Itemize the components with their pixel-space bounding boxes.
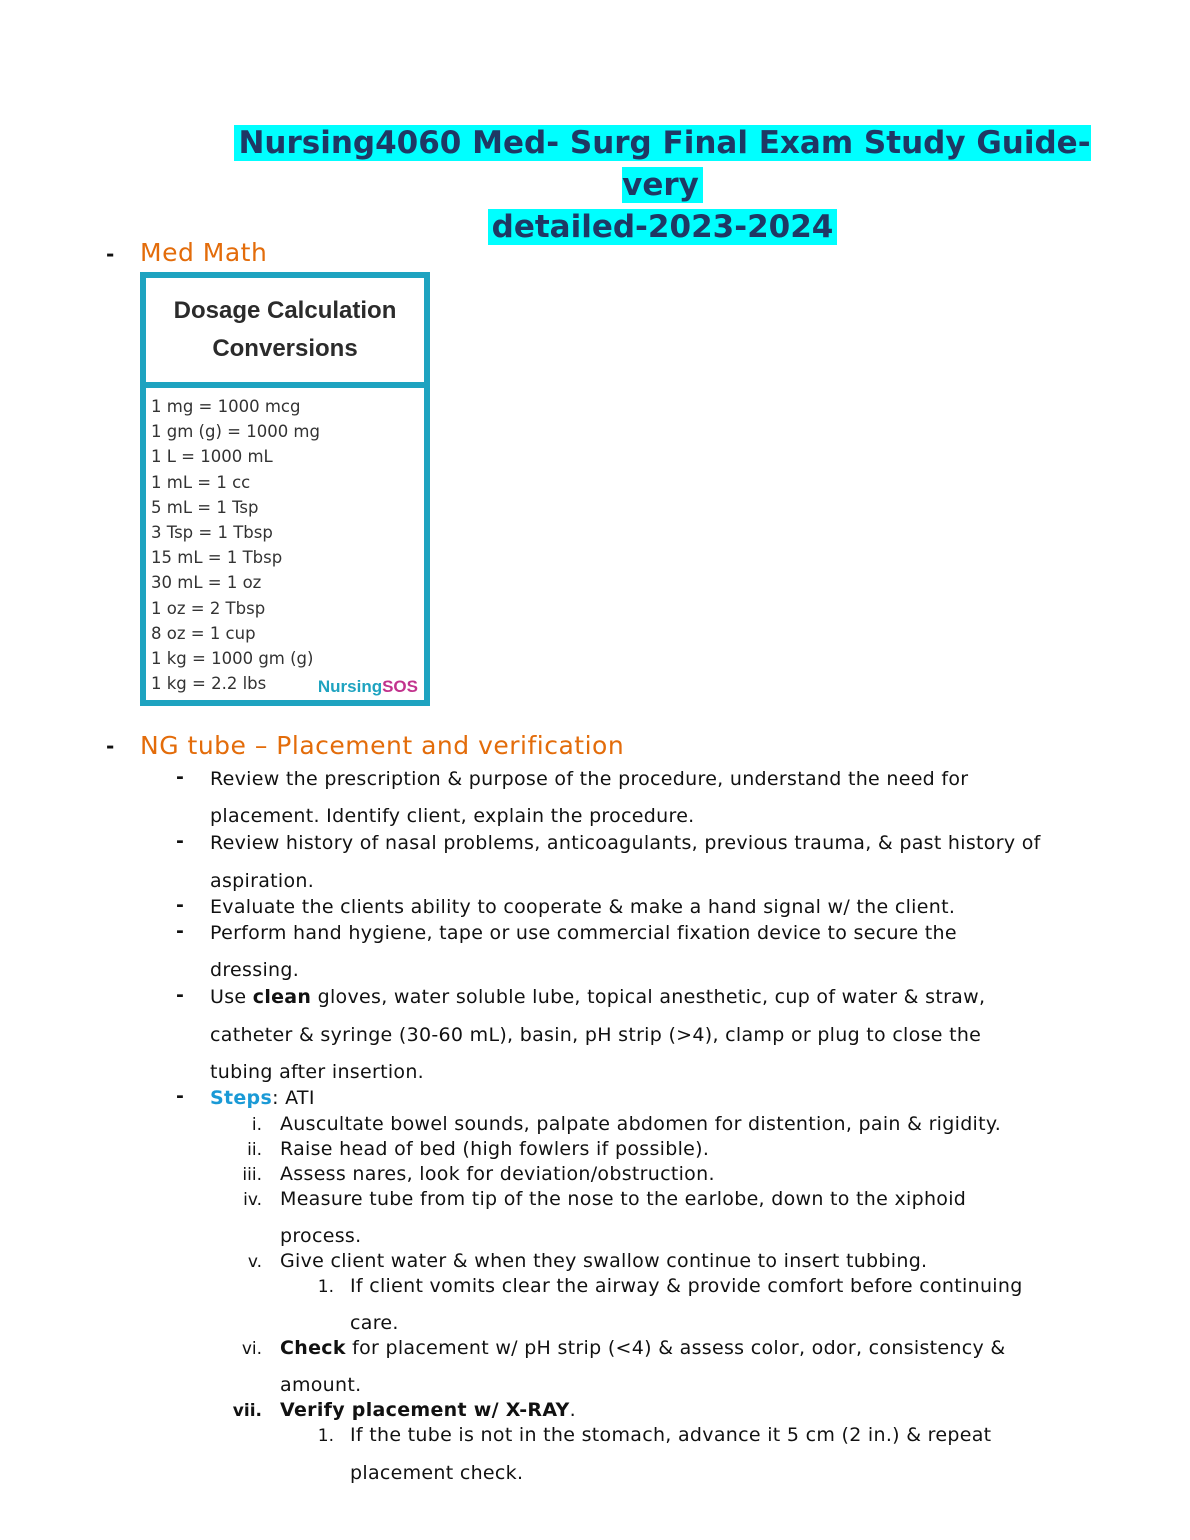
conversion-item: 1 mg = 1000 mcg bbox=[151, 397, 301, 416]
step-text-continuation: amount. bbox=[280, 1374, 362, 1396]
step-number: iii. bbox=[242, 1165, 262, 1185]
step-number: v. bbox=[247, 1252, 262, 1272]
card-header bbox=[146, 278, 424, 388]
step-text: Raise head of bed (high fowlers if possible). bbox=[280, 1138, 710, 1160]
substep-text-continuation: care. bbox=[350, 1312, 399, 1334]
conversion-item: 8 oz = 1 cup bbox=[151, 623, 256, 643]
conversion-item: 1 kg = 1000 gm (g) bbox=[151, 649, 314, 669]
step-text: Verify placement w/ X-RAY. bbox=[280, 1399, 576, 1421]
conversion-item: 1 gm (g) = 1000 mg bbox=[151, 422, 320, 442]
dosage-conversion-card bbox=[140, 272, 430, 706]
list-bullet: - bbox=[176, 830, 184, 852]
substep-text: If client vomits clear the airway & provide comfort before continuing bbox=[350, 1275, 1023, 1297]
title-line-2: detailed-2023-2024 bbox=[488, 209, 838, 245]
step-text-continuation: process. bbox=[280, 1225, 362, 1247]
list-item: Review the prescription & purpose of the procedure, understand the need for bbox=[210, 768, 969, 790]
med-math-heading: Med Math bbox=[140, 238, 268, 267]
list-item-continuation: placement. Identify client, explain the procedure. bbox=[210, 805, 695, 827]
card-title-line-1: Dosage Calculation bbox=[173, 297, 397, 324]
conversion-item: 1 kg = 2.2 lbs bbox=[151, 674, 267, 694]
ng-tube-bullet: - bbox=[106, 734, 115, 758]
step-number: iv. bbox=[243, 1190, 262, 1210]
conversion-list bbox=[146, 388, 424, 696]
step-text: Auscultate bowel sounds, palpate abdomen for distention, pain & rigidity. bbox=[280, 1113, 1002, 1135]
substep-number: 1. bbox=[317, 1426, 334, 1446]
substep-text-continuation: placement check. bbox=[350, 1462, 524, 1484]
document-title bbox=[200, 122, 1125, 248]
step-number: ii. bbox=[247, 1140, 262, 1160]
conversion-item: 1 L = 1000 mL bbox=[151, 447, 273, 467]
step-text: Assess nares, look for deviation/obstruction. bbox=[280, 1163, 715, 1185]
list-bullet: - bbox=[176, 766, 184, 788]
step-number: vi. bbox=[241, 1339, 262, 1359]
step-text: Measure tube from tip of the nose to the earlobe, down to the xiphoid bbox=[280, 1188, 967, 1210]
card-title-line-2: Conversions bbox=[212, 335, 358, 362]
steps-label: Steps: ATI bbox=[210, 1087, 315, 1109]
list-bullet: - bbox=[176, 920, 184, 942]
list-item: Use clean gloves, water soluble lube, topical anesthetic, cup of water & straw, bbox=[210, 986, 986, 1008]
conversion-item: 15 mL = 1 Tbsp bbox=[151, 548, 283, 568]
title-line-1: Nursing4060 Med- Surg Final Exam Study Guide-very bbox=[234, 125, 1090, 203]
substep-number: 1. bbox=[317, 1277, 334, 1297]
conversion-item: 5 mL = 1 Tsp bbox=[151, 497, 259, 517]
ng-tube-heading: NG tube – Placement and verification bbox=[140, 731, 625, 760]
list-item: Evaluate the clients ability to cooperate & make a hand signal w/ the client. bbox=[210, 896, 956, 918]
list-item-continuation: aspiration. bbox=[210, 870, 315, 892]
med-math-bullet: - bbox=[106, 242, 115, 266]
conversion-item: 1 oz = 2 Tbsp bbox=[151, 598, 266, 618]
list-bullet: - bbox=[176, 984, 184, 1006]
list-item-continuation: catheter & syringe (30-60 mL), basin, pH strip (>4), clamp or plug to close the bbox=[210, 1024, 982, 1046]
list-item-continuation: tubing after insertion. bbox=[210, 1061, 425, 1083]
step-number: i. bbox=[251, 1115, 262, 1135]
nursingsos-logo: NursingSOS bbox=[317, 677, 418, 696]
list-bullet: - bbox=[176, 894, 184, 916]
conversion-item: 1 mL = 1 cc bbox=[151, 472, 251, 492]
list-item-continuation: dressing. bbox=[210, 959, 300, 981]
step-text: Check for placement w/ pH strip (<4) & assess color, odor, consistency & bbox=[280, 1337, 1006, 1359]
step-number: vii. bbox=[232, 1401, 262, 1421]
list-bullet: - bbox=[176, 1085, 184, 1107]
conversion-item: 3 Tsp = 1 Tbsp bbox=[151, 523, 273, 543]
step-text: Give client water & when they swallow continue to insert tubbing. bbox=[280, 1250, 928, 1272]
list-item: Review history of nasal problems, anticoagulants, previous trauma, & past history of bbox=[210, 832, 1041, 854]
substep-text: If the tube is not in the stomach, advance it 5 cm (2 in.) & repeat bbox=[350, 1424, 992, 1446]
list-item: Perform hand hygiene, tape or use commercial fixation device to secure the bbox=[210, 922, 957, 944]
conversion-item: 30 mL = 1 oz bbox=[151, 573, 262, 593]
